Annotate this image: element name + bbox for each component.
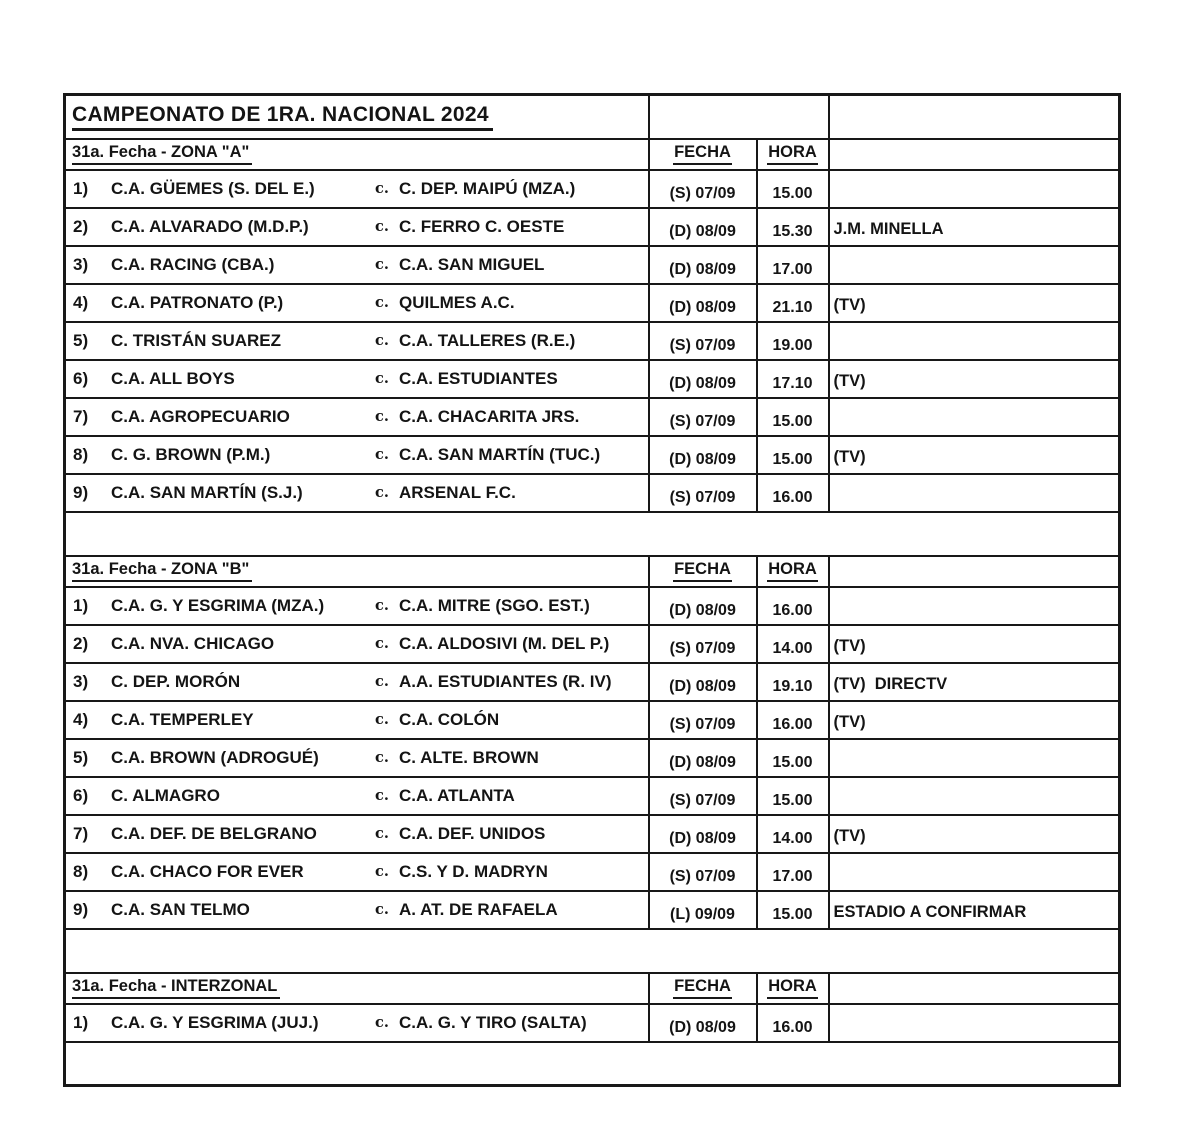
match-note: (TV) (829, 284, 1120, 322)
match-line (66, 786, 648, 806)
match-note (829, 398, 1120, 436)
away-team: C.A. G. Y TIRO (SALTA) (399, 1012, 587, 1032)
match-row (65, 625, 1120, 663)
match-line (66, 331, 648, 351)
spacer-cell (65, 1042, 1120, 1086)
match-time: 15.00 (757, 777, 829, 815)
section-label-cell (65, 556, 649, 587)
match-note: (TV) DIRECTV (829, 663, 1120, 701)
section-header-row (65, 973, 1120, 1004)
home-team: C.A. NVA. CHICAGO (111, 633, 275, 653)
match-number: 1) (73, 595, 89, 615)
hora-header-cell (757, 139, 829, 170)
match-row (65, 284, 1120, 322)
match-note (829, 587, 1120, 625)
away-team: C.A. COLÓN (399, 709, 500, 729)
match-row (65, 663, 1120, 701)
home-team: C.A. CHACO FOR EVER (111, 861, 304, 881)
match-row (65, 1004, 1120, 1042)
away-team: C. ALTE. BROWN (399, 747, 539, 767)
versus-separator: c. (375, 446, 389, 463)
home-team: C.A. BROWN (ADROGUÉ) (111, 747, 319, 767)
home-team: C.A. ALL BOYS (111, 368, 235, 388)
versus-separator: c. (375, 787, 389, 804)
match-cell (65, 815, 649, 853)
match-line (66, 710, 648, 730)
match-date: (D) 08/09 (649, 1004, 757, 1042)
match-cell (65, 701, 649, 739)
match-date: (S) 07/09 (649, 625, 757, 663)
match-date: (S) 07/09 (649, 701, 757, 739)
match-note: (TV) (829, 436, 1120, 474)
home-team: C.A. GÜEMES (S. DEL E.) (111, 178, 315, 198)
match-cell (65, 853, 649, 891)
match-cell (65, 891, 649, 929)
match-time: 15.00 (757, 436, 829, 474)
match-cell (65, 587, 649, 625)
page-title: CAMPEONATO DE 1RA. NACIONAL 2024 (72, 103, 493, 131)
match-row (65, 436, 1120, 474)
match-number: 1) (73, 1012, 89, 1032)
hora-header-cell (757, 973, 829, 1004)
spacer-cell (65, 929, 1120, 973)
away-team: C. DEP. MAIPÚ (MZA.) (399, 178, 576, 198)
match-cell (65, 398, 649, 436)
home-team: C.A. TEMPERLEY (111, 709, 254, 729)
match-row (65, 891, 1120, 929)
match-date: (S) 07/09 (649, 170, 757, 208)
match-note (829, 474, 1120, 512)
match-time: 17.00 (757, 246, 829, 284)
match-date: (D) 08/09 (649, 815, 757, 853)
versus-separator: c. (375, 484, 389, 501)
home-team: C.A. AGROPECUARIO (111, 406, 290, 426)
versus-separator: c. (375, 332, 389, 349)
match-note (829, 170, 1120, 208)
match-row (65, 246, 1120, 284)
match-time: 21.10 (757, 284, 829, 322)
match-number: 4) (73, 709, 89, 729)
title-note-cell (829, 95, 1120, 139)
versus-separator: c. (375, 863, 389, 880)
away-team: C.S. Y D. MADRYN (399, 861, 548, 881)
match-line (66, 1013, 648, 1033)
match-cell (65, 474, 649, 512)
match-time: 14.00 (757, 625, 829, 663)
match-time: 17.00 (757, 853, 829, 891)
spacer-row (65, 512, 1120, 556)
title-row (65, 95, 1120, 139)
home-team: C. TRISTÁN SUAREZ (111, 330, 281, 350)
match-number: 8) (73, 861, 89, 881)
match-number: 6) (73, 785, 89, 805)
match-time: 15.30 (757, 208, 829, 246)
match-date: (S) 07/09 (649, 398, 757, 436)
title-cell (65, 95, 649, 139)
match-row (65, 777, 1120, 815)
section-label-cell (65, 139, 649, 170)
section-note-cell (829, 139, 1120, 170)
match-line (66, 596, 648, 616)
home-team: C.A. RACING (CBA.) (111, 254, 275, 274)
home-team: C.A. ALVARADO (M.D.P.) (111, 216, 309, 236)
away-team: C.A. TALLERES (R.E.) (399, 330, 576, 350)
versus-separator: c. (375, 1014, 389, 1031)
match-line (66, 483, 648, 503)
match-cell (65, 170, 649, 208)
match-line (66, 369, 648, 389)
match-time: 14.00 (757, 815, 829, 853)
match-cell (65, 739, 649, 777)
versus-separator: c. (375, 749, 389, 766)
match-date: (D) 08/09 (649, 663, 757, 701)
away-team: C.A. MITRE (SGO. EST.) (399, 595, 590, 615)
match-date: (S) 07/09 (649, 777, 757, 815)
fixture-table (63, 93, 1121, 1087)
match-number: 7) (73, 823, 89, 843)
title-empty-cell (649, 95, 829, 139)
versus-separator: c. (375, 370, 389, 387)
versus-separator: c. (375, 597, 389, 614)
hora-column-header: HORA (767, 560, 818, 582)
fecha-header-cell (649, 556, 757, 587)
match-row (65, 587, 1120, 625)
versus-separator: c. (375, 901, 389, 918)
match-row (65, 739, 1120, 777)
fecha-header-cell (649, 139, 757, 170)
home-team: C. ALMAGRO (111, 785, 220, 805)
match-date: (S) 07/09 (649, 474, 757, 512)
away-team: C.A. ATLANTA (399, 785, 515, 805)
match-note: (TV) (829, 815, 1120, 853)
home-team: C.A. G. Y ESGRIMA (JUJ.) (111, 1012, 319, 1032)
match-time: 15.00 (757, 891, 829, 929)
match-cell (65, 208, 649, 246)
versus-separator: c. (375, 825, 389, 842)
match-line (66, 748, 648, 768)
match-time: 19.00 (757, 322, 829, 360)
match-time: 15.00 (757, 398, 829, 436)
match-date: (S) 07/09 (649, 853, 757, 891)
match-number: 3) (73, 671, 89, 691)
match-line (66, 255, 648, 275)
match-date: (D) 08/09 (649, 246, 757, 284)
match-number: 2) (73, 216, 89, 236)
versus-separator: c. (375, 218, 389, 235)
match-line (66, 445, 648, 465)
match-time: 16.00 (757, 474, 829, 512)
hora-header-cell (757, 556, 829, 587)
hora-column-header: HORA (767, 143, 818, 165)
match-number: 5) (73, 330, 89, 350)
match-row (65, 322, 1120, 360)
match-row (65, 170, 1120, 208)
versus-separator: c. (375, 673, 389, 690)
match-line (66, 634, 648, 654)
away-team: C.A. ESTUDIANTES (399, 368, 558, 388)
match-date: (S) 07/09 (649, 322, 757, 360)
match-line (66, 900, 648, 920)
match-cell (65, 322, 649, 360)
spacer-row (65, 929, 1120, 973)
match-note (829, 1004, 1120, 1042)
match-line (66, 293, 648, 313)
match-note: ESTADIO A CONFIRMAR (829, 891, 1120, 929)
away-team: C. FERRO C. OESTE (399, 216, 565, 236)
match-note: (TV) (829, 360, 1120, 398)
versus-separator: c. (375, 256, 389, 273)
spacer-row (65, 1042, 1120, 1086)
match-cell (65, 663, 649, 701)
match-row (65, 853, 1120, 891)
match-number: 9) (73, 899, 89, 919)
match-note: J.M. MINELLA (829, 208, 1120, 246)
away-team: C.A. SAN MIGUEL (399, 254, 545, 274)
match-date: (D) 08/09 (649, 360, 757, 398)
match-line (66, 217, 648, 237)
away-team: ARSENAL F.C. (399, 482, 516, 502)
home-team: C.A. DEF. DE BELGRANO (111, 823, 317, 843)
versus-separator: c. (375, 294, 389, 311)
match-row (65, 208, 1120, 246)
match-row (65, 398, 1120, 436)
match-row (65, 474, 1120, 512)
match-time: 16.00 (757, 701, 829, 739)
match-note (829, 853, 1120, 891)
section-note-cell (829, 556, 1120, 587)
match-time: 17.10 (757, 360, 829, 398)
versus-separator: c. (375, 180, 389, 197)
home-team: C. DEP. MORÓN (111, 671, 241, 691)
match-row (65, 701, 1120, 739)
home-team: C. G. BROWN (P.M.) (111, 444, 271, 464)
match-time: 15.00 (757, 739, 829, 777)
match-note (829, 322, 1120, 360)
home-team: C.A. SAN TELMO (111, 899, 250, 919)
hora-column-header: HORA (767, 977, 818, 999)
match-cell (65, 625, 649, 663)
section-label-cell (65, 973, 649, 1004)
match-note (829, 246, 1120, 284)
match-number: 2) (73, 633, 89, 653)
fecha-column-header: FECHA (673, 977, 732, 999)
match-row (65, 360, 1120, 398)
spacer-cell (65, 512, 1120, 556)
match-number: 8) (73, 444, 89, 464)
match-number: 5) (73, 747, 89, 767)
fecha-column-header: FECHA (673, 143, 732, 165)
versus-separator: c. (375, 408, 389, 425)
section-header-row (65, 556, 1120, 587)
match-time: 16.00 (757, 587, 829, 625)
match-time: 16.00 (757, 1004, 829, 1042)
away-team: A.A. ESTUDIANTES (R. IV) (399, 671, 612, 691)
fecha-header-cell (649, 973, 757, 1004)
match-number: 9) (73, 482, 89, 502)
match-number: 1) (73, 178, 89, 198)
match-date: (D) 08/09 (649, 739, 757, 777)
home-team: C.A. SAN MARTÍN (S.J.) (111, 482, 303, 502)
away-team: C.A. SAN MARTÍN (TUC.) (399, 444, 601, 464)
home-team: C.A. G. Y ESGRIMA (MZA.) (111, 595, 325, 615)
match-cell (65, 777, 649, 815)
away-team: QUILMES A.C. (399, 292, 515, 312)
section-label: 31a. Fecha - INTERZONAL (72, 977, 280, 999)
away-team: C.A. ALDOSIVI (M. DEL P.) (399, 633, 610, 653)
match-cell (65, 436, 649, 474)
match-date: (L) 09/09 (649, 891, 757, 929)
match-cell (65, 1004, 649, 1042)
match-line (66, 407, 648, 427)
match-note: (TV) (829, 701, 1120, 739)
section-label: 31a. Fecha - ZONA "B" (72, 560, 252, 582)
home-team: C.A. PATRONATO (P.) (111, 292, 284, 312)
versus-separator: c. (375, 635, 389, 652)
match-date: (D) 08/09 (649, 587, 757, 625)
match-line (66, 672, 648, 692)
away-team: C.A. CHACARITA JRS. (399, 406, 580, 426)
match-date: (D) 08/09 (649, 436, 757, 474)
match-number: 7) (73, 406, 89, 426)
match-line (66, 179, 648, 199)
versus-separator: c. (375, 711, 389, 728)
section-label: 31a. Fecha - ZONA "A" (72, 143, 252, 165)
match-note (829, 777, 1120, 815)
section-note-cell (829, 973, 1120, 1004)
fecha-column-header: FECHA (673, 560, 732, 582)
match-number: 4) (73, 292, 89, 312)
match-date: (D) 08/09 (649, 284, 757, 322)
away-team: A. AT. DE RAFAELA (399, 899, 558, 919)
match-cell (65, 360, 649, 398)
match-time: 19.10 (757, 663, 829, 701)
match-number: 3) (73, 254, 89, 274)
match-note: (TV) (829, 625, 1120, 663)
match-line (66, 862, 648, 882)
section-header-row (65, 139, 1120, 170)
match-number: 6) (73, 368, 89, 388)
match-cell (65, 284, 649, 322)
match-line (66, 824, 648, 844)
match-cell (65, 246, 649, 284)
away-team: C.A. DEF. UNIDOS (399, 823, 546, 843)
match-row (65, 815, 1120, 853)
match-note (829, 739, 1120, 777)
match-date: (D) 08/09 (649, 208, 757, 246)
match-time: 15.00 (757, 170, 829, 208)
